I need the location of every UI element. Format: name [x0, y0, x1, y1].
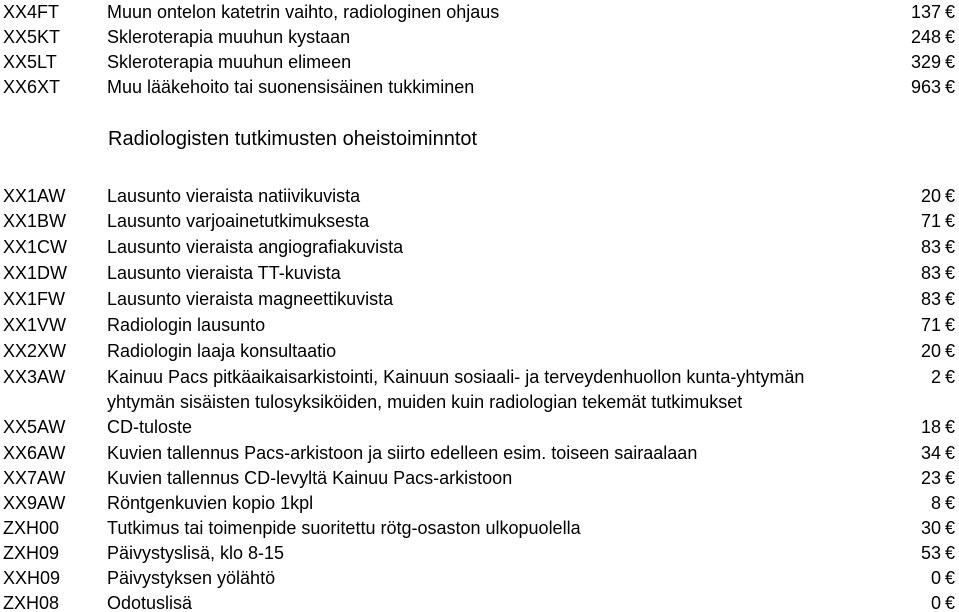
procedure-description: Muu lääkehoito tai suonensisäinen tukkiminen	[107, 77, 475, 97]
procedure-description: Kainuu Pacs pitkäaikaisarkistointi, Kainuun sosiaali- ja terveydenhuollon kunta-yhtymän	[107, 367, 805, 387]
price-value: 20	[920, 341, 941, 361]
price-value: 2	[930, 367, 941, 387]
price-value: 83	[920, 263, 941, 283]
procedure-description: Päivystyslisä, klo 8-15	[107, 543, 285, 563]
euro-symbol: €	[944, 27, 955, 47]
procedure-code: ZXH08	[3, 593, 60, 612]
procedure-code: XX1FW	[3, 289, 66, 309]
price-value: 963	[910, 77, 941, 97]
euro-symbol: €	[944, 518, 955, 538]
procedure-description: Skleroterapia muuhun elimeen	[107, 52, 352, 72]
procedure-description: Lausunto vieraista natiivikuvista	[107, 186, 361, 206]
price-value: 0	[930, 568, 941, 588]
procedure-description: Lausunto vieraista magneettikuvista	[107, 289, 394, 309]
table-row	[0, 25, 959, 49]
procedure-code: XX1AW	[3, 186, 66, 206]
price-value: 83	[920, 289, 941, 309]
procedure-code: XX6AW	[3, 443, 66, 463]
price-value: 329	[910, 52, 941, 72]
euro-symbol: €	[944, 52, 955, 72]
price-value: 8	[930, 493, 941, 513]
euro-symbol: €	[944, 443, 955, 463]
euro-symbol: €	[944, 186, 955, 206]
price-value: 34	[920, 443, 941, 463]
procedure-code: ZXH00	[3, 518, 60, 538]
table-row	[0, 50, 959, 74]
procedure-description: Röntgenkuvien kopio 1kpl	[107, 493, 314, 513]
table-row	[0, 287, 959, 311]
table-row	[0, 339, 959, 363]
procedure-description: Lausunto vieraista angiografiakuvista	[107, 237, 404, 257]
table-row	[0, 491, 959, 515]
table-row	[0, 75, 959, 99]
euro-symbol: €	[944, 315, 955, 335]
procedure-description: Päivystyksen yölähtö	[107, 568, 276, 588]
table-row	[0, 365, 959, 389]
euro-symbol: €	[944, 468, 955, 488]
procedure-description: Odotuslisä	[107, 593, 193, 612]
price-value: 83	[920, 237, 941, 257]
procedure-code: XX6XT	[3, 77, 61, 97]
table-row	[0, 313, 959, 337]
procedure-code: XX9AW	[3, 493, 66, 513]
euro-symbol: €	[944, 77, 955, 97]
procedure-code: XX1DW	[3, 263, 68, 283]
procedure-code: XX5AW	[3, 417, 66, 437]
procedure-description: Tutkimus tai toimenpide suoritettu rötg-osaston ulkopuolella	[107, 518, 581, 538]
price-value: 53	[920, 543, 941, 563]
procedure-code: XXH09	[3, 568, 61, 588]
procedure-description: Kuvien tallennus CD-levyltä Kainuu Pacs-arkistoon	[107, 468, 513, 488]
procedure-code: XX1CW	[3, 237, 68, 257]
euro-symbol: €	[944, 367, 955, 387]
procedure-description: CD-tuloste	[107, 417, 193, 437]
description-continuation: yhtymän sisäisten tulosyksiköiden, muiden kuin radiologian tekemät tutkimukset	[107, 392, 743, 412]
procedure-code: XX5LT	[3, 52, 57, 72]
table-row	[0, 541, 959, 565]
procedure-code: XX4FT	[3, 2, 60, 22]
price-value: 137	[910, 2, 941, 22]
euro-symbol: €	[944, 2, 955, 22]
price-value: 71	[920, 315, 941, 335]
table-row	[0, 441, 959, 465]
price-value: 248	[910, 27, 941, 47]
price-value: 20	[920, 186, 941, 206]
table-row	[0, 0, 959, 24]
procedure-description: Radiologin lausunto	[107, 315, 266, 335]
price-value: 71	[920, 211, 941, 231]
euro-symbol: €	[944, 417, 955, 437]
section-heading: Radiologisten tutkimusten oheistoiminntot	[108, 128, 478, 150]
table-row	[0, 566, 959, 590]
table-row	[0, 209, 959, 233]
price-value: 18	[920, 417, 941, 437]
price-value: 23	[920, 468, 941, 488]
table-row	[0, 516, 959, 540]
euro-symbol: €	[944, 211, 955, 231]
table-row	[0, 235, 959, 259]
procedure-code: XX3AW	[3, 367, 66, 387]
euro-symbol: €	[944, 593, 955, 612]
euro-symbol: €	[944, 493, 955, 513]
procedure-code: XX2XW	[3, 341, 67, 361]
euro-symbol: €	[944, 237, 955, 257]
procedure-description: Kuvien tallennus Pacs-arkistoon ja siirto edelleen esim. toiseen sairaalaan	[107, 443, 698, 463]
procedure-description: Muun ontelon katetrin vaihto, radiologinen ohjaus	[107, 2, 500, 22]
procedure-description: Skleroterapia muuhun kystaan	[107, 27, 351, 47]
procedure-code: ZXH09	[3, 543, 60, 563]
procedure-description: Lausunto varjoainetutkimuksesta	[107, 211, 370, 231]
table-row	[0, 591, 959, 612]
euro-symbol: €	[944, 341, 955, 361]
table-row	[0, 415, 959, 439]
euro-symbol: €	[944, 543, 955, 563]
euro-symbol: €	[944, 263, 955, 283]
euro-symbol: €	[944, 568, 955, 588]
table-row	[0, 466, 959, 490]
procedure-description: Radiologin laaja konsultaatio	[107, 341, 337, 361]
procedure-code: XX7AW	[3, 468, 66, 488]
procedure-code: XX1VW	[3, 315, 67, 335]
price-value: 30	[920, 518, 941, 538]
table-row	[0, 184, 959, 208]
procedure-code: XX1BW	[3, 211, 67, 231]
euro-symbol: €	[944, 289, 955, 309]
price-value: 0	[930, 593, 941, 612]
table-row	[0, 261, 959, 285]
procedure-description: Lausunto vieraista TT-kuvista	[107, 263, 341, 283]
procedure-code: XX5KT	[3, 27, 61, 47]
